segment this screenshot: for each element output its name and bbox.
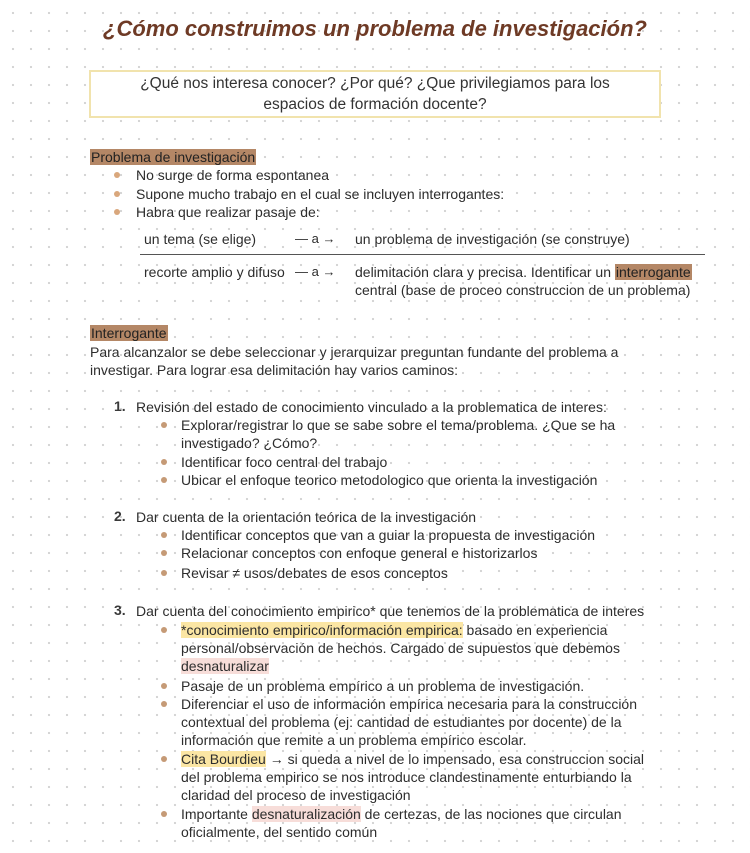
item-3-bullet-4-rest: → si queda a nivel de lo impensado, esa construccion social	[265, 751, 645, 767]
item-3-bullet-4-line2: del problema empirico se nos introduce clandestinamente enturbiando la	[181, 769, 632, 785]
item-2-number: 2.	[114, 508, 126, 524]
item-3-bullet-1-line2: personal/observación de hechos. Cargado de supuestos que debemos	[181, 640, 620, 656]
problema-heading	[90, 148, 256, 166]
pasaje-1-arrow: — a →	[295, 231, 336, 246]
bullet-icon	[114, 172, 120, 178]
interrogante-heading-label: Interrogante	[91, 325, 167, 341]
pasaje-1-from: un tema (se elige)	[144, 231, 257, 247]
problema-bullet-1: No surge de forma espontanea	[136, 167, 330, 183]
item-3-bullet-1-rest: basado en experiencia	[462, 622, 608, 638]
item-3-bullet-2: Pasaje de un problema empírico a un problema de investigación.	[181, 678, 585, 694]
bullet-icon	[114, 209, 120, 215]
bullet-icon	[161, 570, 167, 576]
item-2-text: Dar cuenta de la orientación teórica de la investigación	[136, 509, 477, 525]
pasaje-2-arrow: — a →	[295, 264, 336, 279]
bullet-icon	[161, 459, 167, 465]
desnaturalizacion-highlight: desnaturalización	[251, 806, 361, 822]
item-1-number: 1.	[114, 398, 126, 414]
pasaje-2-from: recorte amplio y difuso	[144, 264, 285, 280]
item-1-bullet-1: Explorar/registrar lo que se sabe sobre el tema/problema. ¿Que se ha	[181, 417, 616, 433]
problema-bullet-3: Habra que realizar pasaje de:	[136, 204, 320, 220]
question-line-2: espacios de formación docente?	[263, 96, 487, 113]
pasaje-2-to-text: delimitación clara y precisa. Identificar un	[355, 264, 612, 280]
bullet-icon	[161, 701, 167, 707]
interrogante-heading	[90, 324, 168, 342]
item-3-bullet-4	[181, 750, 644, 768]
bullet-icon	[161, 532, 167, 538]
bullet-icon	[161, 550, 167, 556]
item-1-bullet-2: Identificar foco central del trabajo	[181, 454, 388, 470]
bullet-icon	[114, 191, 120, 197]
cita-bourdieu-highlight: Cita Bourdieu	[181, 751, 266, 767]
conocimiento-empirico-highlight: *conocimiento empirico/información empirica:	[181, 622, 463, 638]
interrogante-highlight: interrogante	[615, 264, 691, 280]
item-3-bullet-5-line2: oficialmente, del sentido común	[181, 824, 378, 840]
item-2-bullet-2: Relacionar conceptos con enfoque general e historizarlos	[181, 545, 538, 561]
question-line-1: ¿Qué nos interesa conocer? ¿Por qué? ¿Que privilegiamos para los	[140, 75, 610, 92]
bullet-icon	[161, 756, 167, 762]
question-box	[89, 70, 661, 118]
item-3-bullet-5	[181, 805, 622, 823]
desnaturalizar-highlight: desnaturalizar	[181, 658, 269, 674]
item-3-bullet-5-rest: de certezas, de las nociones que circulan	[360, 806, 622, 822]
item-2-bullet-3: Revisar ≠ usos/debates de esos conceptos	[181, 565, 448, 581]
item-2-bullet-1: Identificar conceptos que van a guiar la propuesta de investigación	[181, 527, 596, 543]
item-3-bullet-3: Diferenciar el uso de información empírica necesaria para la construcción	[181, 696, 637, 712]
problema-heading-label: Problema de investigación	[91, 149, 256, 165]
bullet-icon	[161, 477, 167, 483]
item-3-bullet-3-line3: información que remite a un problema empírico escolar.	[181, 732, 527, 748]
page-title: ¿Cómo construimos un problema de investigación?	[103, 16, 647, 41]
interrogante-intro-1: Para alcanzalor se debe seleccionar y jerarquizar preguntan fundante del problema a	[90, 344, 619, 360]
item-3-bullet-1	[181, 621, 607, 639]
pasaje-1-to: un problema de investigación (se construye)	[355, 231, 630, 247]
pasaje-2-to-line2: central (base de proceo construccion de un problema)	[355, 282, 691, 298]
item-3-bullet-1-line3	[181, 657, 269, 675]
bullet-icon	[161, 683, 167, 689]
item-3-text: Dar cuenta del conocimiento empirico* que tenemos de la problematica de interes	[136, 603, 645, 619]
pasaje-2-to	[355, 263, 692, 281]
item-3-number: 3.	[114, 602, 126, 618]
item-1-text: Revisión del estado de conocimiento vinculado a la problematica de interes:	[136, 399, 607, 415]
problema-bullet-2: Supone mucho trabajo en el cual se incluyen interrogantes:	[136, 186, 505, 202]
item-3-bullet-3-line2: contextual del problema (ej: cantidad de estudiantes por docente) de la	[181, 714, 622, 730]
interrogante-intro-2: investigar. Para lograr esa delimitación hay varios caminos:	[90, 362, 459, 378]
pasaje-divider	[140, 254, 705, 255]
item-3-bullet-4-line3: claridad del proceso de investigación	[181, 787, 411, 803]
bullet-icon	[161, 627, 167, 633]
bullet-icon	[161, 422, 167, 428]
item-1-bullet-1-line2: investigado? ¿Cómo?	[181, 435, 318, 451]
bullet-icon	[161, 811, 167, 817]
item-3-bullet-5-pre: Importante	[181, 806, 252, 822]
item-1-bullet-3: Ubicar el enfoque teorico metodologico que orienta la investigación	[181, 472, 598, 488]
